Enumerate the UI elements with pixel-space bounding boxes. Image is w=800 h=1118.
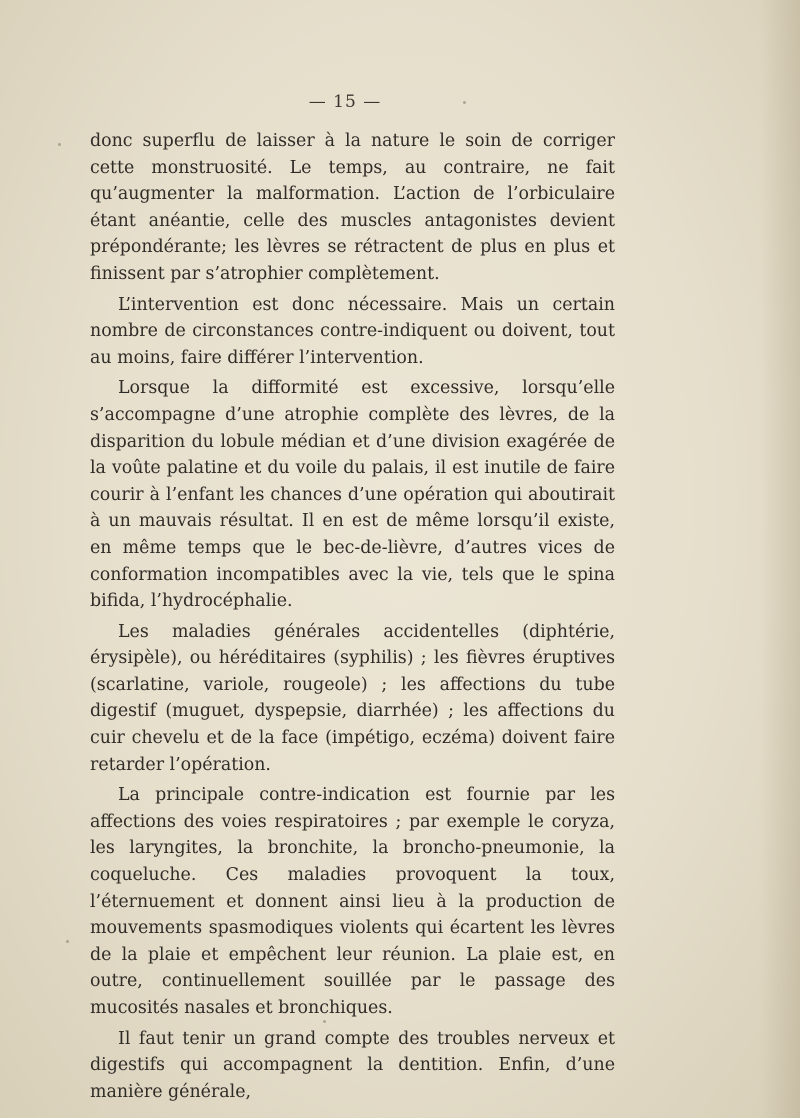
paper-speck (323, 1020, 326, 1023)
paper-speck (66, 940, 69, 943)
paper-speck (58, 143, 61, 146)
paper-speck (463, 101, 466, 104)
paragraph-4: Les maladies générales accidentelles (diphtérie, érysipèle), ou héréditaires (syphilis) ; les fièvres éruptives (scarlatine, variole, rougeole) ; les affections du tube digestif (muguet, dyspepsie, diarrhée) ; les affections du cuir chevelu et de la face (impétigo, eczéma) doivent faire retarder l’opération. (90, 621, 615, 775)
paragraph-6: Il faut tenir un grand compte des troubles nerveux et digestifs qui accompagnent la dentition. Enfin, d’une manière générale, (90, 1028, 615, 1102)
page-number: — 15 — (308, 92, 382, 112)
body-text (90, 128, 615, 1109)
page-edge-shadow (760, 0, 800, 1118)
paragraph-2: L’intervention est donc nécessaire. Mais un certain nombre de circonstances contre-indiquent ou doivent, tout au moins, faire différer l’intervention. (90, 294, 615, 368)
paragraph-5: La principale contre-indication est fournie par les affections des voies respiratoires ; par exemple le coryza, les laryngites, la bronchite, la broncho-pneumonie, la coqueluche. Ces maladies provoquent la toux, l’éternuement et donnent ainsi lieu à la production de mouvements spasmodiques violents qui écartent les lèvres de la plaie et empêchent leur réunion. La plaie est, en outre, continuellement souillée par le passage des mucosités nasales et bronchiques. (90, 785, 615, 1018)
paragraph-3: Lorsque la difformité est excessive, lorsqu’elle s’accompagne d’une atrophie complète des lèvres, de la disparition du lobule médian et d’une division exagérée de la voûte palatine et du voile du palais, il est inutile de faire courir à l’enfant les chances d’une opération qui aboutirait à un mauvais résultat. Il en est de même lorsqu’il existe, en même temps que le bec-de-lièvre, d’autres vices de conformation incompatibles avec la vie, tels que le spina bifida, l’hydrocéphalie. (90, 378, 615, 612)
paragraph-1: donc superflu de laisser à la nature le soin de corriger cette monstruosité. Le temps, au contraire, ne fait qu’augmenter la malformation. L’action de l’orbiculaire étant anéantie, celle des muscles antagonistes devient prépondérante; les lèvres se rétractent de plus en plus et finissent par s’atrophier complètement. (90, 131, 615, 284)
